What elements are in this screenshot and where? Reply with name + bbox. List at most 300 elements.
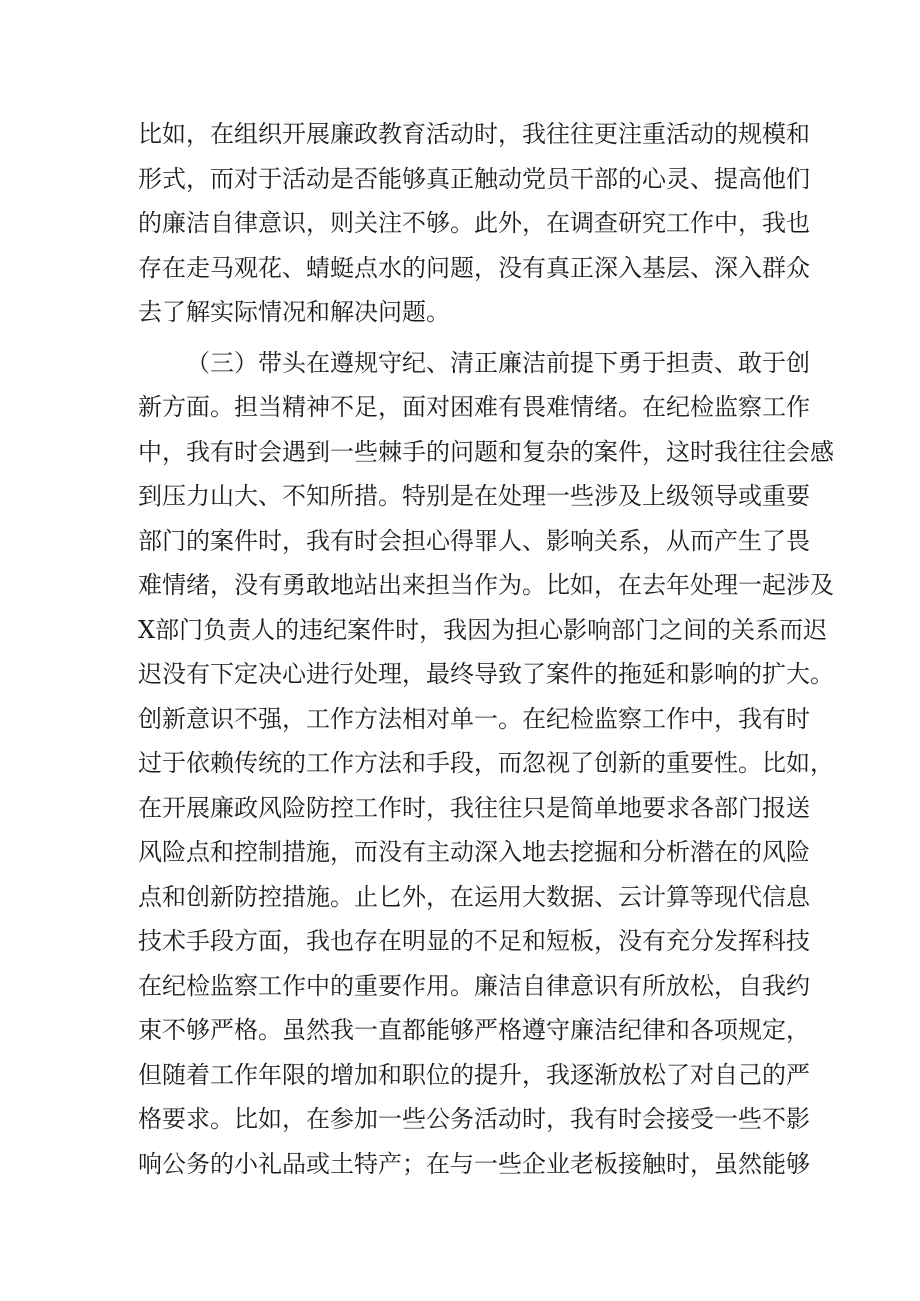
text-char: 触: [474, 164, 498, 193]
text-char: 清: [450, 348, 474, 377]
text-char: 位: [426, 1060, 450, 1089]
text-char: 一: [474, 1149, 498, 1178]
text-char: 约: [786, 971, 810, 1000]
text-char: 比: [138, 120, 162, 148]
text-char: 意: [258, 209, 282, 237]
text-char: 是: [450, 482, 474, 510]
text-char: 水: [378, 253, 402, 282]
text-char: 当: [258, 393, 282, 421]
text-char: 走: [186, 253, 210, 282]
text-char: 复: [522, 437, 546, 466]
text-char: 此: [474, 209, 498, 237]
text-char: 时: [522, 1105, 546, 1133]
text-char: 的: [402, 253, 426, 282]
text-line: [138, 875, 810, 920]
text-char: 与: [450, 1149, 474, 1178]
text-char: 忽: [522, 749, 546, 777]
text-char: ，: [186, 164, 210, 193]
text-char: ）: [234, 348, 258, 377]
text-char: 情: [258, 298, 282, 326]
text-char: 实: [210, 298, 234, 326]
text-char: 要: [786, 482, 810, 510]
text-line: [138, 697, 810, 742]
text-char: 纪: [162, 971, 186, 1000]
text-char: 廉: [474, 971, 498, 1000]
text-char: 潜: [690, 838, 714, 866]
text-char: 手: [186, 927, 210, 955]
text-char: 开: [282, 120, 306, 148]
text-char: 系: [755, 615, 780, 644]
text-char: 所: [642, 971, 666, 1000]
text-char: 影: [546, 526, 570, 555]
text-char: 关: [731, 615, 756, 644]
text-char: 之: [659, 615, 684, 644]
text-char: ，: [378, 393, 402, 421]
text-char: 于: [258, 164, 282, 193]
text-char: 动: [498, 1105, 522, 1133]
text-char: ，: [786, 1016, 810, 1044]
text-char: 起: [762, 571, 786, 599]
text-char: 会: [378, 526, 402, 555]
text-char: 更: [594, 120, 618, 148]
text-char: 传: [234, 749, 258, 777]
text-char: 深: [474, 838, 498, 866]
text-char: 一: [474, 704, 498, 733]
text-char: 案: [210, 526, 234, 555]
text-char: 在: [426, 1149, 450, 1178]
text-char: 部: [714, 793, 738, 822]
text-char: 而: [354, 838, 378, 866]
text-char: 接: [618, 1149, 642, 1178]
text-char: 自: [210, 209, 234, 237]
text-char: 都: [402, 1016, 426, 1044]
text-char: 在: [306, 1105, 330, 1133]
text-char: 发: [714, 927, 738, 955]
text-char: 在: [378, 927, 402, 955]
text-char: 处: [690, 571, 714, 599]
text-char: 新: [162, 704, 186, 733]
text-char: 终: [450, 660, 474, 688]
text-char: ，: [282, 704, 306, 733]
text-char: 不: [162, 1016, 186, 1044]
text-char: 件: [234, 526, 258, 555]
text-line: [138, 112, 810, 157]
text-char: 风: [138, 838, 162, 866]
text-char: 处: [354, 660, 378, 688]
text-char: 压: [162, 482, 186, 510]
text-char: 渐: [594, 1060, 618, 1089]
text-char: 方: [162, 393, 186, 421]
text-char: 单: [450, 704, 474, 733]
text-char: 用: [498, 882, 522, 911]
text-char: 监: [714, 393, 738, 421]
text-char: 感: [810, 437, 834, 466]
text-char: 时: [474, 120, 498, 148]
text-char: 在: [546, 209, 570, 237]
text-char: 马: [210, 253, 234, 282]
text-char: 在: [618, 571, 642, 599]
text-char: 限: [282, 1060, 306, 1089]
text-char: 新: [618, 749, 642, 777]
text-char: 绪: [594, 393, 618, 421]
text-char: 些: [402, 1105, 426, 1133]
text-char: 响: [587, 615, 612, 644]
text-char: 下: [594, 348, 618, 377]
text-char: 真: [546, 253, 570, 282]
text-char: 和: [210, 838, 234, 866]
text-char: 廉: [210, 793, 234, 822]
text-char: 求: [186, 1105, 210, 1133]
text-char: 和: [402, 749, 426, 777]
text-char: 门: [635, 615, 660, 644]
text-char: 创: [786, 348, 810, 377]
text-char: 关: [594, 526, 618, 555]
text-char: 蜻: [306, 253, 330, 282]
text-char: 地: [522, 838, 546, 866]
text-char: 党: [522, 164, 546, 193]
text-char: 解: [330, 298, 354, 326]
text-char: 问: [450, 437, 474, 466]
text-char: ，: [162, 437, 186, 466]
text-char: ，: [282, 927, 306, 955]
text-char: 法: [378, 704, 402, 733]
text-char: 因: [467, 615, 492, 644]
text-char: 能: [762, 1149, 786, 1178]
text-char: 措: [354, 482, 378, 510]
text-char: 不: [474, 927, 498, 955]
text-char: 责: [690, 348, 714, 377]
text-char: 充: [666, 927, 690, 955]
text-char: 精: [282, 393, 306, 421]
text-char: 政: [354, 120, 378, 148]
text-char: 面: [186, 393, 210, 421]
text-char: 法: [378, 749, 402, 777]
text-char: 延: [642, 660, 666, 688]
text-char: 难: [474, 393, 498, 421]
text-char: 他: [762, 164, 786, 193]
text-char: 提: [474, 1060, 498, 1089]
text-char: 如: [162, 120, 186, 148]
text-char: 提: [714, 164, 738, 193]
text-char: 风: [258, 793, 282, 822]
text-char: 廉: [570, 1016, 594, 1044]
text-char: ，: [738, 209, 762, 237]
text-char: 察: [234, 971, 258, 1000]
text-char: 有: [618, 971, 642, 1000]
text-char: 。: [450, 209, 474, 237]
text-char: 和: [666, 660, 690, 688]
text-char: 虽: [714, 1149, 738, 1178]
text-char: 或: [306, 1149, 330, 1178]
text-char: 对: [426, 393, 450, 421]
text-char: 触: [642, 1149, 666, 1178]
text-char: 小: [234, 1149, 258, 1178]
text-char: 工: [258, 971, 282, 1000]
text-char: 干: [570, 164, 594, 193]
text-char: 三: [210, 348, 234, 377]
text-char: 部: [155, 615, 180, 644]
text-char: 创: [186, 882, 210, 911]
text-char: 影: [563, 615, 588, 644]
text-char: 洁: [498, 971, 522, 1000]
text-char: 时: [786, 704, 810, 733]
text-char: ，: [306, 209, 330, 237]
text-char: 进: [306, 660, 330, 688]
text-char: 我: [738, 704, 762, 733]
text-char: 中: [714, 209, 738, 237]
text-char: 而: [779, 615, 804, 644]
text-line: [138, 919, 810, 964]
text-char: 这: [666, 437, 690, 466]
text-char: 出: [378, 571, 402, 599]
text-char: 参: [330, 1105, 354, 1133]
text-line: [138, 385, 810, 430]
text-char: 够: [186, 1016, 210, 1044]
text-char: 板: [594, 1149, 618, 1178]
text-line: [138, 157, 810, 202]
text-char: 带: [258, 348, 282, 377]
text-char: 廉: [498, 348, 522, 377]
text-char: 我: [546, 1060, 570, 1089]
text-char: 的: [762, 1060, 786, 1089]
text-char: ，: [594, 927, 618, 955]
text-char: 神: [306, 393, 330, 421]
text-char: ，: [522, 209, 546, 237]
text-line: [138, 741, 834, 786]
text-char: 。: [498, 704, 522, 733]
text-char: 作: [402, 971, 426, 1000]
text-char: 不: [762, 1105, 786, 1133]
text-char: 入: [618, 253, 642, 282]
text-char: 正: [474, 348, 498, 377]
text-char: 时: [395, 615, 420, 644]
text-char: 重: [666, 749, 690, 777]
text-char: 决: [354, 298, 378, 326]
text-char: 现: [714, 882, 738, 911]
text-char: 算: [666, 882, 690, 911]
text-char: 调: [570, 209, 594, 237]
text-char: 当: [450, 571, 474, 599]
text-char: 我: [762, 209, 786, 237]
text-char: 逐: [570, 1060, 594, 1089]
text-char: 简: [570, 793, 594, 822]
text-char: 监: [210, 971, 234, 1000]
text-char: 行: [330, 660, 354, 688]
text-char: 的: [594, 660, 618, 688]
text-char: 的: [275, 615, 300, 644]
text-char: 导: [474, 660, 498, 688]
text-char: 有: [330, 526, 354, 555]
text-char: 但: [138, 1060, 162, 1089]
text-char: 为: [498, 571, 522, 599]
text-char: 高: [738, 164, 762, 193]
text-char: 开: [162, 793, 186, 822]
text-char: 我: [714, 437, 738, 466]
text-char: 作: [786, 393, 810, 421]
text-char: 而: [498, 749, 522, 777]
text-char: 施: [306, 838, 330, 866]
text-char: 、: [258, 482, 282, 510]
text-char: 去: [642, 571, 666, 599]
text-char: 的: [306, 1060, 330, 1089]
text-char: 山: [210, 482, 234, 510]
text-char: 而: [690, 526, 714, 555]
text-char: 务: [450, 1105, 474, 1133]
text-char: 只: [522, 793, 546, 822]
text-char: 迟: [803, 615, 828, 644]
text-char: 层: [666, 253, 690, 282]
text-char: 自: [522, 971, 546, 1000]
text-char: 不: [282, 482, 306, 510]
text-char: 如: [786, 749, 810, 777]
text-char: 技: [786, 927, 810, 955]
text-char: 我: [522, 120, 546, 148]
text-char: 们: [786, 164, 810, 193]
text-char: 了: [162, 298, 186, 326]
text-char: 明: [402, 927, 426, 955]
text-char: 和: [378, 1060, 402, 1089]
text-char: 项: [714, 1016, 738, 1044]
text-char: 勇: [282, 571, 306, 599]
text-char: （: [186, 348, 210, 377]
text-char: 洁: [594, 1016, 618, 1044]
text-char: 规: [738, 1016, 762, 1044]
text-char: 知: [306, 482, 330, 510]
text-char: 式: [162, 164, 186, 193]
text-char: 些: [354, 437, 378, 466]
text-char: 会: [786, 437, 810, 466]
text-char: X: [138, 615, 156, 644]
text-char: 板: [570, 927, 594, 955]
text-char: 是: [546, 793, 570, 822]
text-char: 自: [714, 1060, 738, 1089]
text-char: 地: [618, 793, 642, 822]
text-char: 能: [378, 164, 402, 193]
text-char: 往: [738, 437, 762, 466]
text-char: 各: [690, 1016, 714, 1044]
text-char: 制: [258, 838, 282, 866]
text-char: 展: [306, 120, 330, 148]
text-char: 不: [330, 393, 354, 421]
text-char: 面: [258, 927, 282, 955]
text-char: 下: [210, 660, 234, 688]
text-char: 职: [402, 1060, 426, 1089]
text-char: 格: [234, 1016, 258, 1044]
text-char: 门: [179, 615, 204, 644]
text-char: 定: [234, 660, 258, 688]
text-char: 。: [378, 482, 402, 510]
text-line: [138, 201, 810, 246]
text-char: 心: [282, 660, 306, 688]
text-char: 在: [138, 971, 162, 1000]
text-char: 廉: [162, 209, 186, 237]
text-char: 虽: [282, 1016, 306, 1044]
text-char: 信: [762, 882, 786, 911]
text-char: 和: [786, 120, 810, 148]
text-char: 站: [354, 571, 378, 599]
text-char: 组: [234, 120, 258, 148]
text-char: 在: [138, 793, 162, 822]
text-char: 的: [738, 660, 762, 688]
text-char: 动: [450, 120, 474, 148]
text-char: 级: [666, 482, 690, 510]
text-char: ，: [474, 749, 498, 777]
text-char: 大: [786, 660, 810, 688]
text-char: 作: [690, 209, 714, 237]
text-char: 的: [186, 526, 210, 555]
text-char: 工: [306, 749, 330, 777]
text-char: 入: [738, 253, 762, 282]
text-char: 去: [138, 298, 162, 326]
text-char: 比: [234, 1105, 258, 1133]
text-char: 往: [570, 120, 594, 148]
text-char: 受: [690, 1105, 714, 1133]
text-char: 能: [426, 1016, 450, 1044]
text-char: 致: [498, 660, 522, 688]
text-char: 有: [762, 704, 786, 733]
text-char: 工: [210, 1060, 234, 1089]
text-char: 守: [378, 348, 402, 377]
text-char: 到: [138, 482, 162, 510]
text-char: 我: [570, 1105, 594, 1133]
text-char: 在: [474, 482, 498, 510]
text-char: 、: [690, 253, 714, 282]
text-char: 没: [162, 660, 186, 688]
text-char: 的: [707, 615, 732, 644]
text-char: 时: [666, 1149, 690, 1178]
text-char: 到: [306, 437, 330, 466]
text-char: 没: [618, 927, 642, 955]
text-char: 处: [498, 482, 522, 510]
text-char: 律: [234, 209, 258, 237]
text-char: 企: [522, 1149, 546, 1178]
text-char: 违: [299, 615, 324, 644]
text-char: 升: [498, 1060, 522, 1089]
text-char: 件: [618, 437, 642, 466]
text-char: 面: [402, 393, 426, 421]
text-char: 我: [762, 971, 786, 1000]
text-char: ，: [282, 1105, 306, 1133]
text-char: 情: [570, 393, 594, 421]
text-char: 心: [539, 615, 564, 644]
text-char: 的: [714, 120, 738, 148]
text-char: 的: [642, 749, 666, 777]
text-char: 或: [738, 482, 762, 510]
text-char: 识: [594, 971, 618, 1000]
text-line: [138, 290, 798, 335]
text-char: 间: [683, 615, 708, 644]
text-char: 有: [186, 660, 210, 688]
text-char: ，: [426, 882, 450, 911]
text-char: 方: [354, 749, 378, 777]
text-char: 作: [474, 571, 498, 599]
text-char: 担: [234, 393, 258, 421]
text-char: 。: [450, 971, 474, 1000]
text-char: 中: [138, 437, 162, 466]
text-char: 严: [786, 1060, 810, 1089]
text-char: 理: [714, 571, 738, 599]
text-char: 短: [546, 927, 570, 955]
text-char: 要: [378, 971, 402, 1000]
text-char: 风: [762, 838, 786, 866]
text-char: 规: [738, 120, 762, 148]
text-char: 随: [162, 1060, 186, 1089]
text-char: 一: [714, 1105, 738, 1133]
text-char: 门: [738, 793, 762, 822]
text-char: 律: [546, 971, 570, 1000]
text-char: 了: [522, 660, 546, 688]
text-char: 纪: [618, 1016, 642, 1044]
